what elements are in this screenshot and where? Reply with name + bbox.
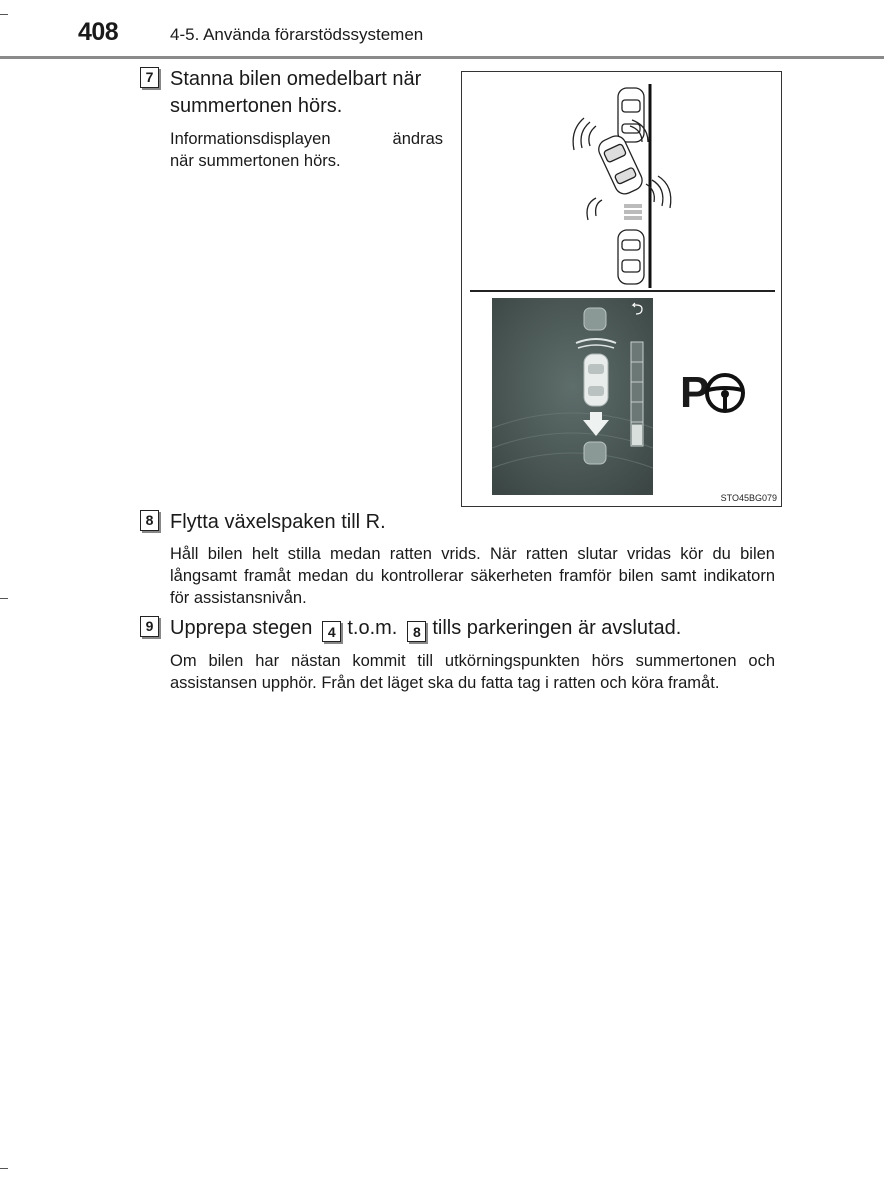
display-car-rear	[584, 442, 606, 464]
parking-assist-letter: P	[680, 368, 710, 417]
step-reference-badge: 8	[407, 621, 426, 642]
assist-level-bar-fill	[632, 425, 642, 445]
parking-scene-illustration	[562, 80, 702, 288]
display-car-front	[584, 308, 606, 330]
ego-car	[595, 133, 645, 197]
parking-assist-indicator	[680, 368, 750, 418]
step-heading	[170, 66, 450, 120]
body-word: Informationsdisplayen	[170, 130, 331, 148]
step-heading	[170, 615, 790, 642]
step-heading-line: Stanna bilen omedelbart när	[170, 68, 422, 90]
step-heading: Flytta växelspaken till R.	[170, 511, 386, 533]
figure-divider	[470, 290, 775, 292]
body-line: när summertonen hörs.	[170, 152, 341, 170]
crop-mark	[0, 1168, 8, 1169]
illustration-figure	[461, 71, 782, 507]
step-body: Om bilen har nästan kommit till utkörningspunkten hörs summertonen och assistansen upphör. Från det läget ska du fatta tag i ratten och köra framåt.	[170, 652, 775, 692]
step-number-badge: 8	[140, 510, 159, 531]
step-heading-text: t.o.m.	[347, 617, 398, 639]
parked-car-rear	[618, 230, 644, 284]
step-reference-badge: 4	[322, 621, 341, 642]
figure-code: STO45BG079	[720, 493, 777, 503]
page-number: 408	[78, 18, 119, 46]
step-body: Håll bilen helt stilla medan ratten vrids. När ratten slutar vridas kör du bilen långsamt framåt medan du kontrollerar säkerheten framför bilen samt indikatorn för assistansnivån.	[170, 545, 775, 607]
step-heading-text: Upprepa stegen	[170, 617, 313, 639]
steering-wheel-icon	[704, 372, 746, 414]
crop-mark	[0, 598, 8, 599]
crop-mark	[0, 14, 8, 15]
step-heading-text: tills parkeringen är avslutad.	[432, 617, 682, 639]
step-number-badge: 7	[140, 67, 159, 88]
step-body	[170, 128, 443, 172]
header-rule	[0, 56, 884, 59]
body-line	[170, 128, 443, 150]
multi-information-display	[492, 298, 653, 495]
reverse-arrow	[624, 204, 642, 220]
section-title: 4-5. Använda förarstödssystemen	[170, 25, 424, 44]
body-word: ändras	[392, 130, 443, 148]
step-heading-line: summertonen hörs.	[170, 95, 343, 117]
step-number-badge: 9	[140, 616, 159, 637]
